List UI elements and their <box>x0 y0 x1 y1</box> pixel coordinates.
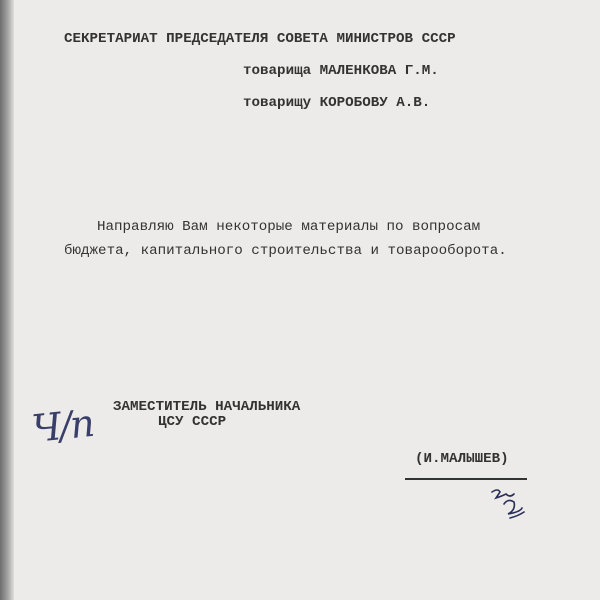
recipient-organization: СЕКРЕТАРИАТ ПРЕДСЕДАТЕЛЯ СОВЕТА МИНИСТРОВ СССР <box>64 31 456 47</box>
recipient-malenkov: товарища МАЛЕНКОВА Г.М. <box>243 63 439 79</box>
signatory-title: ЗАМЕСТИТЕЛЬ НАЧАЛЬНИКА <box>113 399 301 415</box>
handwritten-margin-note: Ч/п <box>29 400 95 452</box>
recipient-korobov: товарищу КОРОБОВУ А.В. <box>243 95 431 111</box>
body-line-2: бюджета, капитального строительства и товарооборота. <box>64 243 507 259</box>
handwritten-signature <box>480 484 530 524</box>
scan-edge-shadow <box>0 0 14 600</box>
signature-line <box>405 478 527 480</box>
signatory-organization: ЦСУ СССР <box>158 414 227 430</box>
body-line-1: Направляю Вам некоторые материалы по вопросам <box>97 219 481 235</box>
signatory-name: (И.МАЛЫШЕВ) <box>415 451 509 467</box>
